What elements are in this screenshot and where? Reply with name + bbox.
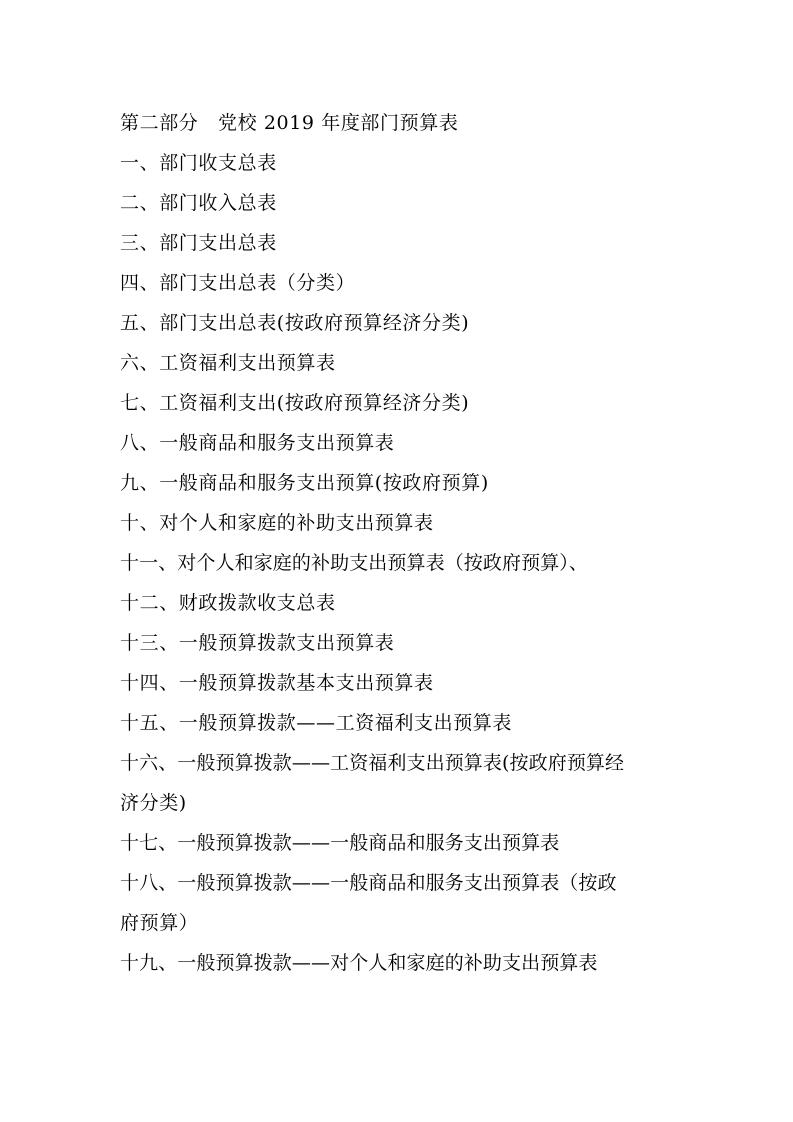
list-item: 十二、财政拨款收支总表 <box>120 592 336 614</box>
page-heading: 第二部分 党校 2019 年度部门预算表 <box>120 112 459 134</box>
list-item: 四、部门支出总表（分类） <box>120 272 356 294</box>
list-item-continuation: 府预算） <box>120 912 199 934</box>
list-item: 六、工资福利支出预算表 <box>120 352 336 374</box>
list-item-continuation: 济分类) <box>120 792 187 814</box>
budget-table-index <box>120 103 680 983</box>
list-item: 三、部门支出总表 <box>120 232 277 254</box>
list-item: 十一、对个人和家庭的补助支出预算表（按政府预算）、 <box>120 552 589 574</box>
list-item: 八、一般商品和服务支出预算表 <box>120 432 395 454</box>
list-item: 十七、一般预算拨款——一般商品和服务支出预算表 <box>120 832 560 854</box>
list-item: 九、一般商品和服务支出预算(按政府预算) <box>120 472 489 494</box>
list-item: 十、对个人和家庭的补助支出预算表 <box>120 512 434 534</box>
list-item: 一、部门收支总表 <box>120 152 277 174</box>
list-item: 十六、一般预算拨款——工资福利支出预算表(按政府预算经 <box>120 752 625 774</box>
list-item: 十九、一般预算拨款——对个人和家庭的补助支出预算表 <box>120 952 598 974</box>
list-item: 五、部门支出总表(按政府预算经济分类) <box>120 312 470 334</box>
list-item: 十三、一般预算拨款支出预算表 <box>120 632 395 654</box>
list-item: 二、部门收入总表 <box>120 192 277 214</box>
list-item: 十四、一般预算拨款基本支出预算表 <box>120 672 434 694</box>
list-item: 七、工资福利支出(按政府预算经济分类) <box>120 392 470 414</box>
list-item: 十八、一般预算拨款——一般商品和服务支出预算表（按政 <box>120 872 617 894</box>
list-item: 十五、一般预算拨款——工资福利支出预算表 <box>120 712 513 734</box>
